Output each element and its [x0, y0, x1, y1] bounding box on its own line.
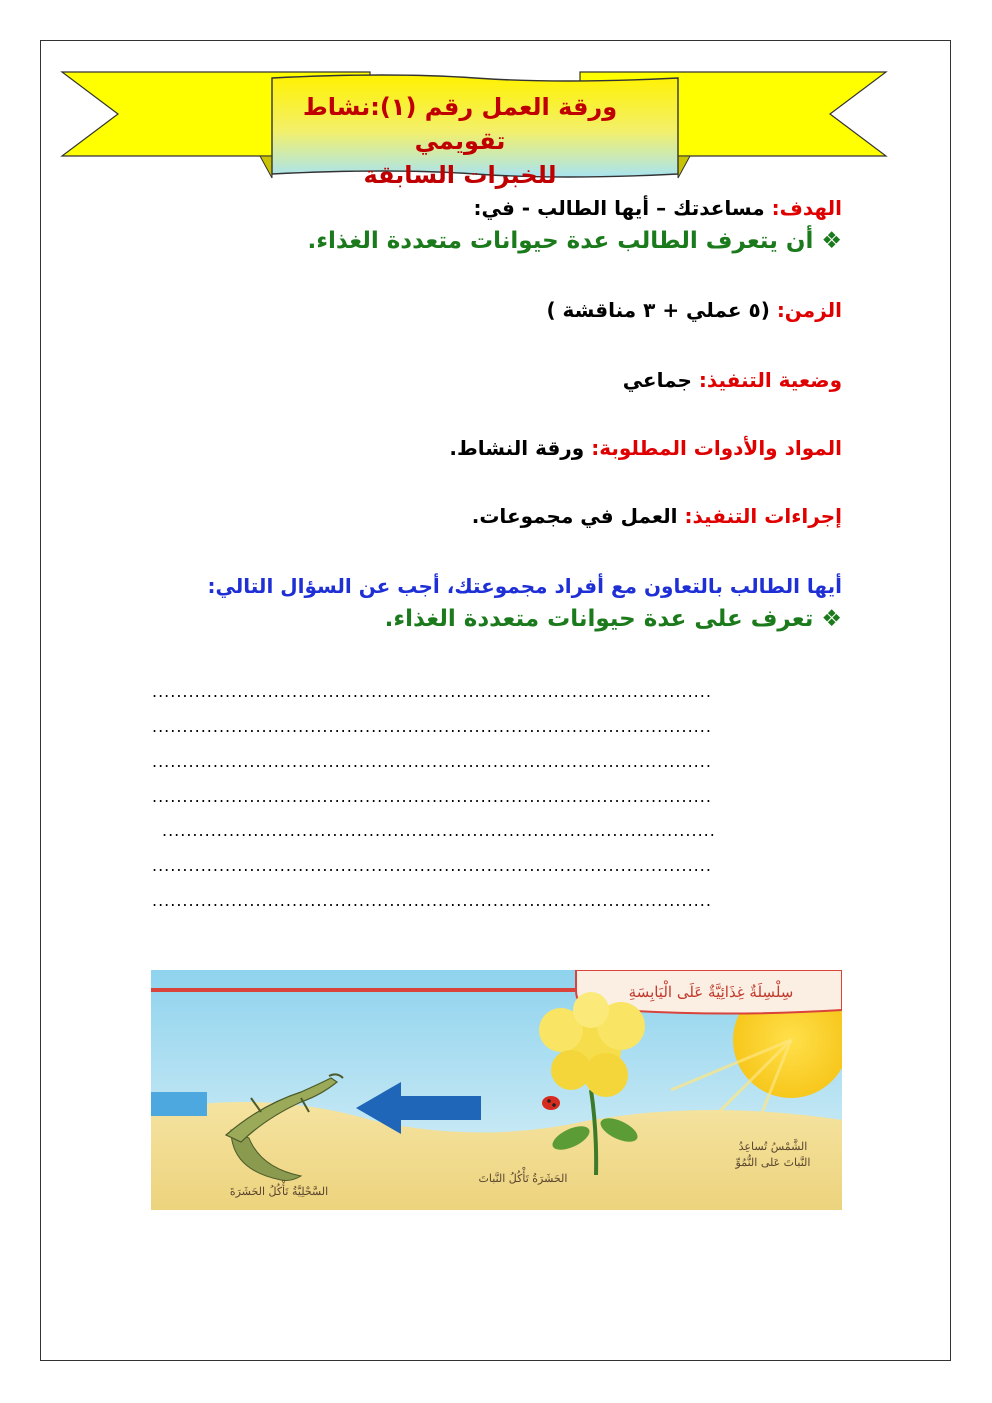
answer-line[interactable]: ............................................................................................ [152, 856, 712, 875]
caption-sun-2: النَّباتَ عَلى النُّمُوِّ [735, 1156, 811, 1169]
materials-text: ورقة النشاط. [449, 436, 585, 460]
food-chain-illustration [151, 970, 842, 1210]
ladybug-icon [542, 1096, 560, 1110]
time-label: الزمن: [776, 298, 842, 322]
caption-lizard: السَّحْلِيَّةُ تَأْكُلُ الحَشَرَةَ [229, 1185, 329, 1198]
question-item [385, 606, 842, 632]
banner-title [275, 90, 645, 192]
answer-line[interactable]: ............................................................................................ [152, 787, 712, 806]
food-chain-scene [151, 970, 842, 1210]
caption-insect: الحَشَرَةُ تَأْكُلُ النَّباتَ [478, 1172, 568, 1185]
illustration-title: سِلْسِلَةٌ غِذَائِيَّةٌ عَلَى الْيَابِسَةِ [628, 983, 794, 1001]
procedure-label: إجراءات التنفيذ: [684, 504, 842, 528]
time-line [546, 298, 842, 322]
goal-item-text: أن يتعرف الطالب عدة حيوانات متعددة الغذاء. [307, 228, 814, 254]
answer-line[interactable]: ............................................................................................ [152, 752, 712, 771]
materials-label: المواد والأدوات المطلوبة: [591, 436, 842, 460]
answer-line[interactable]: ............................................................................................ [152, 682, 712, 701]
goal-item [308, 228, 842, 254]
time-text: (٥ عملي + ٣ مناقشة ) [546, 298, 770, 322]
answer-line[interactable]: ............................................................................................ [152, 717, 712, 736]
banner-line-1: ورقة العمل رقم (١):نشاط تقويمي [302, 93, 618, 155]
goal-text: مساعدتك – أيها الطالب - في: [473, 196, 765, 220]
mode-text: جماعي [622, 368, 692, 392]
bullet-icon: ❖ [821, 228, 842, 254]
procedure-text: العمل في مجموعات. [471, 504, 678, 528]
caption-sun: الشَّمْسُ تُساعِدُ [738, 1140, 808, 1153]
question-item-text: تعرف على عدة حيوانات متعددة الغذاء. [384, 606, 814, 632]
question-intro: أيها الطالب بالتعاون مع أفراد مجموعتك، أجب عن السؤال التالي: [207, 574, 842, 598]
goal-label: الهدف: [771, 196, 842, 220]
arrow-bar-left [151, 1092, 207, 1116]
mode-label: وضعية التنفيذ: [698, 368, 842, 392]
bullet-icon: ❖ [821, 606, 842, 632]
answer-line[interactable]: ........................................................................................... [162, 821, 716, 840]
materials-line [449, 436, 842, 460]
answer-line[interactable]: ............................................................................................ [152, 891, 712, 910]
banner-line-2: للخبرات السابقة [363, 161, 557, 189]
title-banner [60, 70, 890, 189]
goal-line [474, 196, 842, 220]
mode-line [623, 368, 842, 392]
procedure-line [472, 504, 842, 528]
